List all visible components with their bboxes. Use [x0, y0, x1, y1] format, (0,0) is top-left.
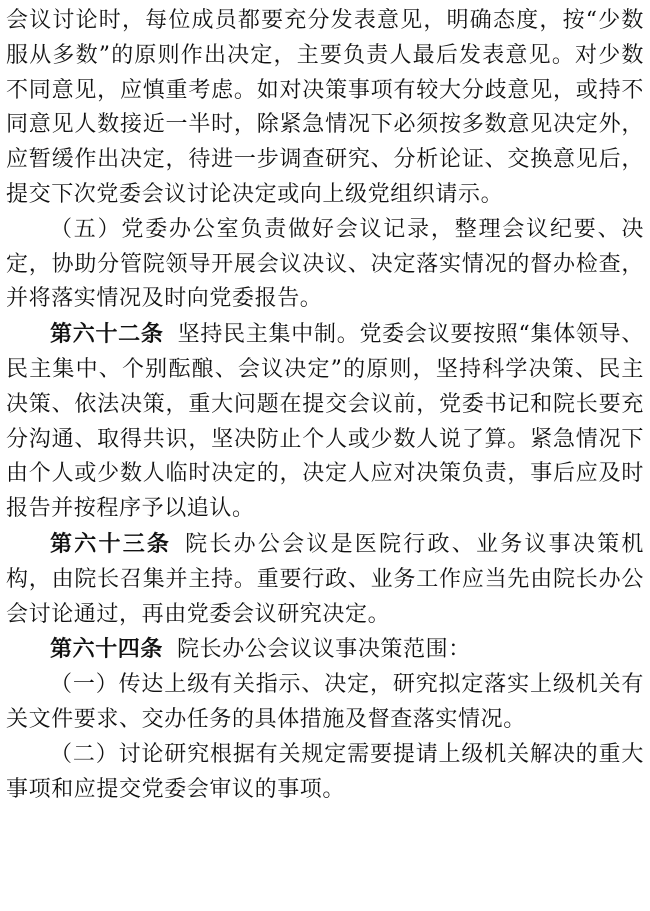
paragraph-text: （五）党委办公室负责做好会议记录，整理会议纪要、决定，协助分管院领导开展会议决议、决定落实情况的督办检查，并将落实情况及时向党委报告。 — [6, 216, 644, 312]
article-62 — [6, 317, 644, 527]
paragraph-item-5 — [6, 213, 644, 317]
paragraph-text: 院长办公会议议事决策范围： — [177, 637, 471, 663]
article-63 — [6, 527, 644, 632]
paragraph-meeting-discussion — [6, 4, 644, 213]
paragraph-text: 坚持民主集中制。党委会议要按照“集体领导、民主集中、个别酝酿、会议决定”的原则，坚持科学决策、民主决策、依法决策，重大问题在提交会议前，党委书记和院长要充分沟通、取得共识，坚决防止个人或少数人说了算。紧急情况下由个人或少数人临时决定的，决定人应对决策负责，事后应及时报告并按程序予以追认。 — [6, 322, 644, 522]
article-64 — [6, 632, 644, 668]
document-page — [6, 4, 644, 807]
article-heading: 第六十二条 — [50, 321, 164, 348]
paragraph-text: （一）传达上级有关指示、决定，研究拟定落实上级机关有关文件要求、交办任务的具体措施及督查落实情况。 — [6, 672, 644, 732]
article-heading: 第六十四条 — [50, 636, 164, 663]
paragraph-item-1 — [6, 668, 644, 738]
paragraph-text: （二）讨论研究根据有关规定需要提请上级机关解决的重大事项和应提交党委会审议的事项。 — [6, 741, 644, 802]
paragraph-text: 会议讨论时，每位成员都要充分发表意见，明确态度，按“少数服从多数”的原则作出决定，主要负责人最后发表意见。对少数不同意见，应慎重考虑。如对决策事项有较大分歧意见，或持不同意见人数接近一半时，除紧急情况下必须按多数意见决定外，应暂缓作出决定，待进一步调查研究、分析论证、交换意见后，提交下次党委会议讨论决定或向上级党组织请示。 — [6, 8, 644, 207]
paragraph-item-2 — [6, 738, 644, 808]
paragraph-text: 院长办公会议是医院行政、业务议事决策机构，由院长召集并主持。重要行政、业务工作应当先由院长办公会讨论通过，再由党委会议研究决定。 — [6, 531, 644, 627]
article-heading: 第六十三条 — [50, 530, 172, 557]
